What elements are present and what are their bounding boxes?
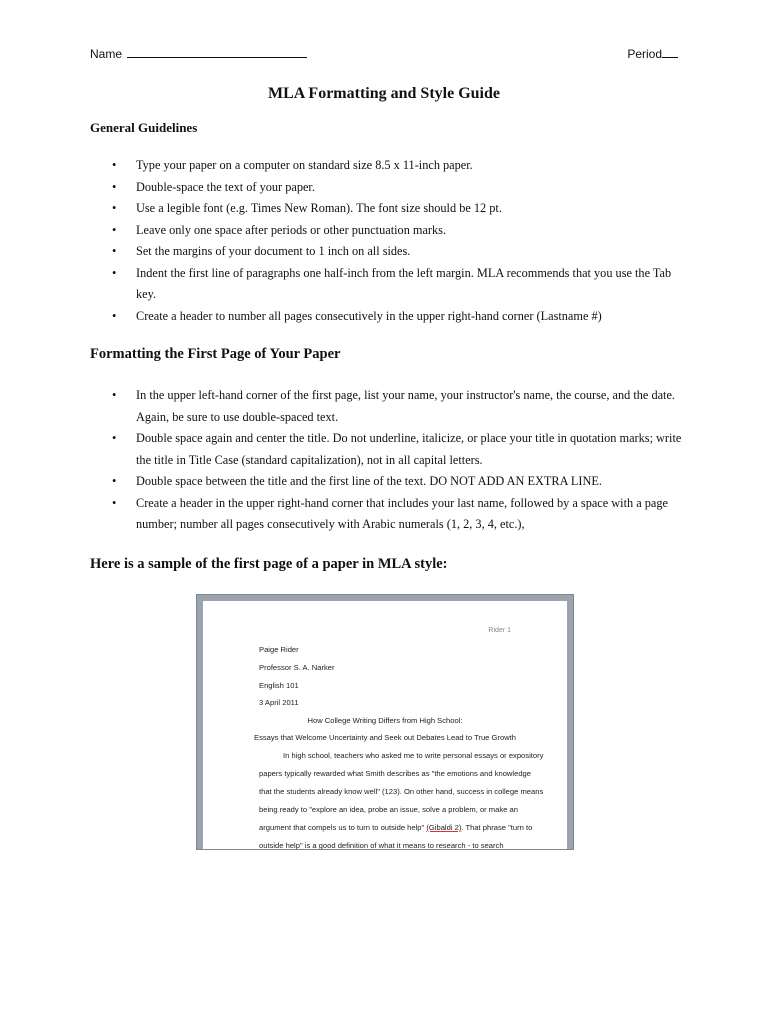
sample-student-name: Paige Rider	[259, 645, 299, 654]
general-guidelines-list	[90, 155, 690, 327]
document-title: MLA Formatting and Style Guide	[267, 85, 500, 102]
sample-citation: (Gibaldi 2)	[426, 823, 462, 832]
first-page-list	[90, 385, 690, 536]
period-blank-line	[662, 46, 678, 58]
sample-body-line: In high school, teachers who asked me to write personal essays or expository	[283, 751, 544, 760]
sample-body-text: argument that compels us to turn to outside help"	[259, 823, 425, 832]
list-item: • Create a header to number all pages consecutively in the upper right-hand corner (Lastname #)	[90, 306, 690, 328]
name-blank-line	[127, 46, 307, 58]
name-period-row	[90, 46, 678, 64]
sample-paper-page	[203, 601, 567, 849]
sample-body-line: papers typically rewarded what Smith describes as "the emotions and knowledge	[259, 769, 531, 778]
list-item: • In the upper left-hand corner of the first page, list your name, your instructor's name, the course, and the date. Again, be sure to use double-spaced text.	[90, 385, 690, 428]
sample-title-line-2: Essays that Welcome Uncertainty and Seek out Debates Lead to True Growth	[254, 733, 516, 742]
sample-body-text: . That phrase "turn to	[461, 823, 533, 832]
sample-body-line: being ready to "explore an idea, probe an issue, solve a problem, or make an	[259, 805, 518, 814]
list-item: • Double space again and center the title. Do not underline, italicize, or place your title in quotation marks; write the title in Title Case (standard capitalization), not in all capital letters.	[90, 428, 690, 471]
list-item: • Double-space the text of your paper.	[90, 177, 690, 199]
sample-body-line	[259, 823, 532, 832]
general-guidelines-heading: General Guidelines	[90, 120, 198, 135]
name-field	[90, 46, 307, 61]
list-item: • Double space between the title and the first line of the text. DO NOT ADD AN EXTRA LINE.	[90, 471, 690, 493]
list-item: • Set the margins of your document to 1 inch on all sides.	[90, 241, 690, 263]
first-page-heading: Formatting the First Page of Your Paper	[90, 346, 341, 362]
sample-heading: Here is a sample of the first page of a paper in MLA style:	[90, 556, 448, 572]
list-item: • Leave only one space after periods or other punctuation marks.	[90, 220, 690, 242]
list-item: • Use a legible font (e.g. Times New Roman). The font size should be 12 pt.	[90, 198, 690, 220]
list-item: • Type your paper on a computer on standard size 8.5 x 11-inch paper.	[90, 155, 690, 177]
sample-date: 3 April 2011	[259, 698, 299, 707]
sample-course: English 101	[259, 681, 299, 690]
sample-running-head: Rider 1	[488, 627, 511, 634]
list-item: • Create a header in the upper right-hand corner that includes your last name, followed by a space with a page number; number all pages consecutively with Arabic numerals (1, 2, 3, 4, etc.),	[90, 493, 690, 536]
period-label: Period	[627, 47, 662, 61]
sample-body-line: outside help" is a good definition of what it means to research - to search	[259, 841, 504, 849]
sample-title-line-1: How College Writing Differs from High School:	[307, 716, 463, 725]
sample-paper-screenshot	[196, 594, 574, 850]
list-item: • Indent the first line of paragraphs one half-inch from the left margin. MLA recommends that you use the Tab key.	[90, 263, 690, 306]
name-label: Name	[90, 47, 123, 61]
sample-body-line: that the students already know well" (123). On other hand, success in college means	[259, 787, 544, 796]
period-field	[627, 46, 678, 61]
sample-instructor: Professor S. A. Narker	[259, 663, 335, 672]
